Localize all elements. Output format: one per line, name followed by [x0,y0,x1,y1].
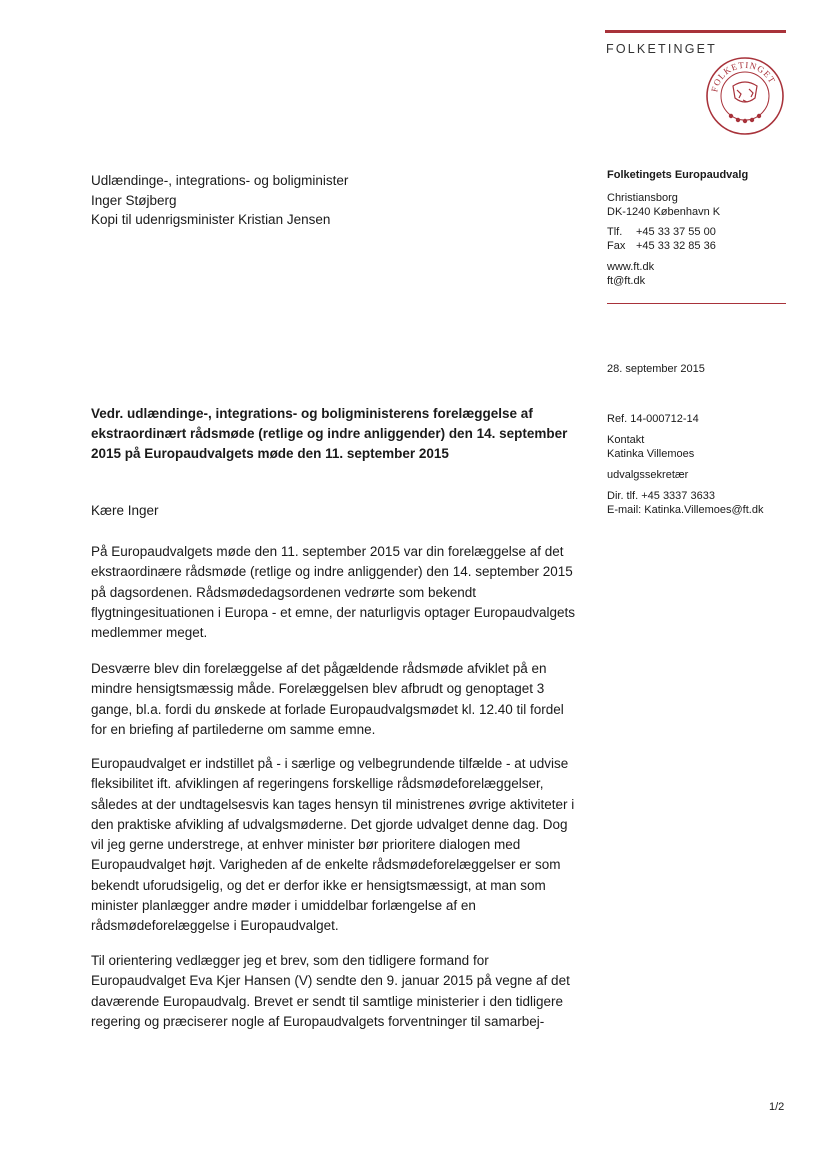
tel-label: Tlf. [607,226,623,238]
reference-number: Ref. 14-000712-14 [607,413,699,425]
address-line: Christiansborg [607,192,678,204]
email-link[interactable]: ft@ft.dk [607,275,646,287]
web-link[interactable]: www.ft.dk [607,261,655,273]
fax-value: +45 33 32 85 36 [636,240,716,252]
page-number: 1/2 [769,1101,785,1113]
address-line: DK-1240 København K [607,206,721,218]
body-paragraph: Til orientering vedlægger jeg et brev, som den tidligere formand for Europaudvalget Eva Kjer Hansen (V) sendte den 9. januar 2015 på vegne af det daværende Europaudvalg. Brevet er sendt til samtlige ministerier i den tidligere regering og præciserer nogle af Europaudvalgets forventninger til samarbej- [91,953,570,1029]
recipient-block [91,171,348,230]
recipient-line: Inger Støjberg [91,192,177,208]
contact-label: Kontakt [607,434,645,446]
body-paragraph: Europaudvalget er indstillet på - i særlige og velbegrundende tilfælde - at udvise fleksibilitet ift. afviklingen af regeringens forskellige rådsmødeforelæggelser, således at der undtagelsesvis kan tages hensyn til ministrenes øvrige aktiviteter i den praktiske afvikling af udvalgsmøderne. Det gjorde udvalget denne dag. Dog vil jeg gerne understrege, at enhver minister bør prioritere dialogen med Europaudvalget højt. Varigheden af de enkelte rådsmødeforelæggelser er som bekendt uforudsigelig, og det er derfor ikke er hensigtsmæssigt, at man som minister planlægger andre møder i umiddelbar forlængelse af en rådsmødeforelæggelse i Europaudvalget. [91,756,575,934]
letter-greeting: Kære Inger [91,503,159,518]
body-paragraph: Desværre blev din forelæggelse af det pågældende rådsmøde afviklet på en mindre hensigtsmæssig måde. Forelæggelsen blev afbrudt og genoptaget 3 gange, bl.a. fordi du ønskede at forlade Europaudvalgsmødet kl. 12.40 til fordel for en briefing af partilederne om samme emne. [91,661,564,737]
sender-phone-block [607,225,716,253]
contact-details [607,489,763,517]
sender-name: Folketingets Europaudvalg [607,169,749,181]
sender-divider [607,303,786,304]
tel-value: +45 33 37 55 00 [636,226,716,238]
recipient-line: Kopi til udenrigsminister Kristian Jensen [91,212,331,227]
folketinget-seal-icon [705,56,785,136]
contact-email[interactable]: E-mail: Katinka.Villemoes@ft.dk [607,504,764,516]
letter-date: 28. september 2015 [607,363,705,375]
letter-subject: Vedr. udlændinge-, integrations- og boligministerens forelæggelse af ekstraordinært rådsmøde (retlige og indre anliggender) den 14. september 2015 på Europaudvalgets møde den 11. september 2015 [91,406,568,461]
recipient-line: Udlændinge-, integrations- og boligminister [91,173,349,188]
header-rule [605,30,786,33]
fax-label: Fax [607,240,626,252]
contact-block [607,433,694,461]
brand-name: FOLKETINGET [606,42,718,56]
contact-name: Katinka Villemoes [607,448,695,460]
sender-address [607,191,720,219]
sender-web-block [607,260,654,288]
seal-text: FOLKETINGET [709,59,778,93]
body-paragraph: På Europaudvalgets møde den 11. september 2015 var din forelæggelse af det ekstraordinære rådsmøde (retlige og indre anliggender) den 14. september 2015 på dagsordenen. Rådsmødedagsordenen vedrørte som bekendt flygtningesituationen i Europa - et emne, der naturligvis optager Europaudvalgets medlemmer meget. [91,544,576,641]
direct-phone: Dir. tlf. +45 3337 3633 [607,490,715,502]
contact-title: udvalgssekretær [607,469,689,481]
